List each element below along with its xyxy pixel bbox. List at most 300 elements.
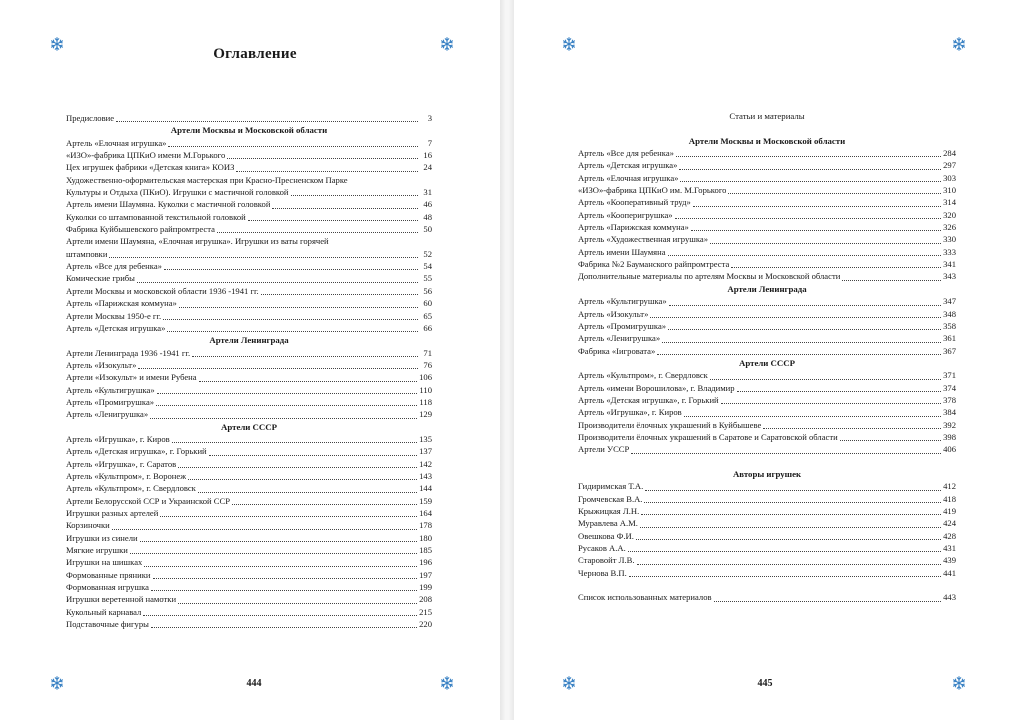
dot-leader xyxy=(248,220,418,221)
toc-entry-page: 284 xyxy=(943,148,956,159)
section-heading: Артели СССР xyxy=(221,421,277,432)
toc-entry-page: 361 xyxy=(943,333,956,344)
toc-entry[interactable] xyxy=(578,308,956,320)
toc-entry-title: Фабрика «Іигровата» xyxy=(578,345,656,356)
toc-entry-page: 443 xyxy=(943,592,956,603)
section-heading: Авторы игрушек xyxy=(732,468,802,479)
dot-leader xyxy=(157,393,418,394)
toc-entry[interactable] xyxy=(66,581,432,593)
toc-entry-page: 374 xyxy=(943,382,956,393)
dot-leader xyxy=(160,516,417,517)
toc-entry-page: 185 xyxy=(419,545,432,556)
toc-entry-page: 7 xyxy=(427,137,432,148)
toc-entry-page: 199 xyxy=(419,582,432,593)
toc-entry-title: Артель «Культигрушка» xyxy=(66,384,155,395)
toc-entry[interactable] xyxy=(66,235,432,247)
dot-leader xyxy=(199,381,418,382)
dot-leader xyxy=(236,171,418,172)
toc-entry-page: 333 xyxy=(943,246,956,257)
toc-entry-title: Громчевская В.А. xyxy=(578,493,643,504)
toc-entry-title: Артель «имени Ворошилова», г. Владимир xyxy=(578,382,735,393)
toc-entry[interactable] xyxy=(578,221,956,233)
toc-entry-page: 220 xyxy=(419,619,432,630)
toc-entry-title: Артель «Детская игрушка», г. Горький xyxy=(578,394,719,405)
toc-entry[interactable] xyxy=(66,310,432,322)
toc-entry-title: Артель «Кооперативный труд» xyxy=(578,197,691,208)
toc-entry[interactable] xyxy=(66,186,432,198)
toc-entry-title: Художественно-оформительская мастерская при Красно-Пресненском Парке xyxy=(66,174,348,185)
toc-entry-page: 55 xyxy=(423,273,432,284)
subsection-heading: Статьи и материалы xyxy=(729,111,805,121)
dot-leader xyxy=(168,146,418,147)
dot-leader xyxy=(637,564,942,565)
toc-entry-page: 144 xyxy=(419,483,432,494)
section-heading: Артели Ленинграда xyxy=(209,335,289,346)
toc-entry-page: 314 xyxy=(943,197,956,208)
toc-entry-title: Цех игрушек фабрики «Детская книга» КОИЗ xyxy=(66,162,235,173)
toc-entry-page: 418 xyxy=(943,493,956,504)
toc-entry-title: Артель «Промигрушка» xyxy=(66,396,155,407)
snowflake-icon xyxy=(952,676,966,690)
toc-entry-title: Артель «Изокульт» xyxy=(578,308,649,319)
toc-entry-page: 419 xyxy=(943,506,956,516)
toc-entry-title: Артели имени Шаумяна, «Елочная игрушка». Игрушки из ваты горячей xyxy=(66,236,329,247)
toc-entry-title: Игрушки разных артелей xyxy=(66,508,159,518)
page-title: Оглавление xyxy=(213,46,297,62)
toc-entry-title: Артель «Культигрушка» xyxy=(578,296,667,307)
toc-entry[interactable] xyxy=(66,606,432,618)
toc-entry-title: Культуры и Отдыха (ПКиО). Игрушки с мастичной головкой xyxy=(66,187,289,198)
toc-entry-page: 341 xyxy=(943,259,956,270)
toc-entry-page: 178 xyxy=(419,520,432,531)
toc-entry-title: Артель «Детская игрушка» xyxy=(578,160,678,171)
dot-leader xyxy=(144,566,417,567)
dot-leader xyxy=(140,541,418,542)
toc-entry[interactable] xyxy=(578,443,956,455)
toc-entry-title: Дополнительные материалы по артелям Москвы и Московской области xyxy=(578,271,841,282)
toc-entry-page: 358 xyxy=(943,320,956,331)
toc-entry-title: Фабрика Куйбышевского райпромтреста xyxy=(66,224,215,235)
toc-entry-page: 129 xyxy=(419,409,432,420)
toc-entry-title: Корзиночки xyxy=(66,520,110,531)
toc-entry[interactable] xyxy=(578,517,956,529)
toc-entry-title: Артель «Парижская коммуна» xyxy=(66,298,177,309)
toc-entry-title: Артели Ленинграда 1936 -1941 гг. xyxy=(66,347,191,358)
toc-entry-title: Артель «Игрушка», г. Киров xyxy=(66,433,170,444)
dot-leader xyxy=(710,243,941,244)
toc-entry-title: Артели «Изокульт» и имени Рубена xyxy=(66,372,197,383)
toc-entry-page: 412 xyxy=(943,481,956,492)
dot-leader xyxy=(179,307,418,308)
toc-entry-page: 406 xyxy=(943,444,956,455)
toc-entry[interactable] xyxy=(66,445,432,457)
dot-leader xyxy=(710,379,941,380)
dot-leader xyxy=(629,576,941,577)
toc-entry[interactable] xyxy=(578,159,956,171)
dot-leader xyxy=(640,527,941,528)
toc-entry[interactable] xyxy=(578,554,956,566)
toc-entry-page: 76 xyxy=(423,359,432,370)
snowflake-icon xyxy=(562,37,576,51)
toc-entry[interactable] xyxy=(66,618,432,630)
dot-leader xyxy=(167,331,418,332)
toc-entry[interactable] xyxy=(578,567,956,579)
toc-entry-title: Чернова В.П. xyxy=(578,567,627,578)
toc-entry[interactable] xyxy=(578,530,956,542)
toc-entry[interactable] xyxy=(66,347,432,359)
toc-entry-title: Артель «Культпром», г. Свердловск xyxy=(66,483,196,494)
toc-entry[interactable] xyxy=(66,482,432,494)
dot-leader xyxy=(172,442,417,443)
toc-entry-title: Старовойт Л.В. xyxy=(578,555,635,566)
toc-entry[interactable] xyxy=(66,149,432,161)
snowflake-icon xyxy=(50,676,64,690)
toc-entry[interactable] xyxy=(66,593,432,605)
toc-entry[interactable] xyxy=(578,406,956,418)
toc-entry-page: 106 xyxy=(419,372,432,383)
toc-entry[interactable] xyxy=(66,223,432,235)
toc-entry[interactable] xyxy=(66,556,432,568)
toc-entry-title: Артель «Детская игрушка» xyxy=(66,322,166,333)
dot-leader xyxy=(684,416,941,417)
toc-entry-page: 197 xyxy=(419,569,432,580)
toc-entry-title: «ИЗО»-фабрика ЦПКиО им. М.Горького xyxy=(578,185,727,196)
dot-leader xyxy=(641,514,941,515)
toc-entry[interactable] xyxy=(578,320,956,332)
toc-entry[interactable] xyxy=(578,270,956,282)
toc-entry-page: 196 xyxy=(419,557,432,568)
toc-entry-page: 118 xyxy=(419,396,432,407)
toc-entry[interactable] xyxy=(66,211,432,223)
toc-entry[interactable] xyxy=(66,470,432,482)
toc-entry-title: Список использованных материалов xyxy=(578,592,712,603)
toc-entry[interactable] xyxy=(66,272,432,284)
toc-entry-page: 135 xyxy=(419,433,432,444)
toc-entry[interactable] xyxy=(578,419,956,431)
toc-entry-page: 71 xyxy=(423,347,432,358)
toc-entry-title: Артель «Кооперигрушка» xyxy=(578,209,673,220)
spacer xyxy=(578,579,956,591)
dot-leader xyxy=(291,195,418,196)
toc-entry[interactable] xyxy=(578,147,956,159)
dot-leader xyxy=(737,391,942,392)
toc-entry[interactable] xyxy=(66,408,432,420)
toc-entry-title: Артель «Все для ребенка» xyxy=(66,261,162,272)
toc-entry[interactable] xyxy=(66,396,432,408)
section-heading: Артели Москвы и Московской области xyxy=(688,135,846,146)
dot-leader xyxy=(631,453,941,454)
dot-leader xyxy=(150,418,417,419)
dot-leader xyxy=(188,479,417,480)
toc-entry-title: Артели УССР xyxy=(578,444,630,455)
dot-leader xyxy=(109,257,418,258)
toc-entry[interactable] xyxy=(578,369,956,381)
toc-entry-title: Формованные пряники xyxy=(66,569,151,580)
toc-entry[interactable] xyxy=(66,322,432,334)
toc-entry-title: Артель «Ленигрушка» xyxy=(66,409,149,420)
toc-entry-page: 428 xyxy=(943,530,956,541)
toc-entry-page: 215 xyxy=(419,606,432,617)
toc-entry[interactable] xyxy=(66,297,432,309)
dot-leader xyxy=(679,169,941,170)
toc-entry[interactable] xyxy=(578,295,956,307)
toc-entry-title: Артель «Ленигрушка» xyxy=(578,333,661,344)
dot-leader xyxy=(137,282,418,283)
toc-entry[interactable] xyxy=(578,493,956,505)
toc-entry[interactable] xyxy=(66,569,432,581)
toc-entry[interactable] xyxy=(578,209,956,221)
dot-leader xyxy=(178,467,417,468)
dot-leader xyxy=(164,269,418,270)
dot-leader xyxy=(691,230,941,231)
toc-entry-page: 303 xyxy=(943,172,956,183)
toc-entry-page: 3 xyxy=(427,113,432,123)
toc-entry[interactable] xyxy=(66,458,432,470)
toc-entry-page: 24 xyxy=(423,162,432,173)
dot-leader xyxy=(151,590,417,591)
toc-entry-title: Мягкие игрушки xyxy=(66,545,128,556)
toc-entry[interactable] xyxy=(578,172,956,184)
toc-entry-title: Артель «Елочная игрушка» xyxy=(66,137,167,148)
toc-entry-page: 46 xyxy=(423,199,432,210)
dot-leader xyxy=(650,317,941,318)
toc-entry-title: Артель имени Шаумяна xyxy=(578,246,666,257)
dot-leader xyxy=(143,615,417,616)
dot-leader xyxy=(227,158,418,159)
toc-entry[interactable] xyxy=(66,198,432,210)
dot-leader xyxy=(668,329,941,330)
toc-entry-page: 54 xyxy=(423,261,432,272)
toc-entry-page: 398 xyxy=(943,431,956,442)
toc-entry-title: Артель «Художественная игрушка» xyxy=(578,234,709,245)
dot-leader xyxy=(842,280,941,281)
toc-entry[interactable] xyxy=(66,433,432,445)
dot-leader xyxy=(217,232,418,233)
toc-entry[interactable] xyxy=(66,544,432,556)
dot-leader xyxy=(668,255,942,256)
dot-leader xyxy=(198,492,417,493)
toc-entry[interactable] xyxy=(578,480,956,492)
spacer xyxy=(578,122,956,134)
toc-entry-title: Артели Москвы 1950-е гг. xyxy=(66,310,162,321)
toc-entry-page: 320 xyxy=(943,209,956,220)
dot-leader xyxy=(130,553,417,554)
toc-entry-title: «ИЗО»-фабрика ЦПКиО имени М.Горького xyxy=(66,150,226,161)
dot-leader xyxy=(636,539,941,540)
toc-entry-page: 347 xyxy=(943,296,956,307)
dot-leader xyxy=(153,578,418,579)
dot-leader xyxy=(209,455,417,456)
toc-entry-title: Комические грибы xyxy=(66,273,135,284)
toc-entry-page: 343 xyxy=(943,271,956,282)
toc-entry-page: 159 xyxy=(419,495,432,506)
toc-entry-page: 348 xyxy=(943,308,956,319)
toc-entry[interactable] xyxy=(66,137,432,149)
toc-entry[interactable] xyxy=(66,112,432,124)
toc-entry-title: Артель «Игрушка», г. Киров xyxy=(578,407,682,418)
toc-entry[interactable] xyxy=(66,285,432,297)
toc-entry-title: Игрушки веретенной намотки xyxy=(66,594,177,605)
toc-entry-title: Производители ёлочных украшений в Куйбышеве xyxy=(578,419,762,430)
dot-leader xyxy=(840,440,941,441)
toc-entry-page: 31 xyxy=(423,187,432,198)
toc-entry-page: 310 xyxy=(943,185,956,196)
spacer xyxy=(578,456,956,468)
dot-leader xyxy=(628,551,941,552)
toc-entry[interactable] xyxy=(578,382,956,394)
toc-entry[interactable] xyxy=(66,359,432,371)
toc-entry-title: Куколки со штампованной текстильной головкой xyxy=(66,211,246,222)
toc-entry[interactable] xyxy=(66,507,432,519)
toc-entry[interactable] xyxy=(66,532,432,544)
section-heading: Артели Москвы и Московской области xyxy=(170,125,328,136)
toc-entry[interactable] xyxy=(578,196,956,208)
section-heading: Артели СССР xyxy=(739,357,795,368)
toc-entry-title: Формованная игрушка xyxy=(66,582,149,593)
toc-entry-page: 65 xyxy=(423,310,432,321)
dot-leader xyxy=(675,218,942,219)
toc-entry[interactable] xyxy=(578,542,956,554)
dot-leader xyxy=(721,403,941,404)
dot-leader xyxy=(731,267,941,268)
toc-entry-title: Артель «Промигрушка» xyxy=(578,320,667,331)
toc-entry-page: 326 xyxy=(943,222,956,233)
toc-entry[interactable] xyxy=(66,495,432,507)
snowflake-icon xyxy=(562,676,576,690)
toc-entry-title: Игрушки из синели xyxy=(66,532,138,543)
toc-entry-page: 143 xyxy=(419,470,432,481)
dot-leader xyxy=(662,342,941,343)
toc-entry-page: 392 xyxy=(943,419,956,430)
toc-entry[interactable] xyxy=(66,174,432,186)
toc-entry-page: 60 xyxy=(423,298,432,309)
toc-entry-title: Артель «Парижская коммуна» xyxy=(578,222,689,233)
toc-entry-title: Овешкова Ф.И. xyxy=(578,530,634,541)
dot-leader xyxy=(728,193,941,194)
toc-entry-title: штамповки xyxy=(66,248,108,259)
toc-entry-page: 52 xyxy=(423,248,432,259)
toc-entry[interactable] xyxy=(578,591,956,603)
toc-entry-page: 441 xyxy=(943,567,956,578)
dot-leader xyxy=(763,428,941,429)
toc-entry-title: Артель «Игрушка», г. Саратов xyxy=(66,458,177,469)
toc-entry-title: Кукольный карнавал xyxy=(66,606,142,617)
toc-entry[interactable] xyxy=(578,505,956,517)
toc-entry-title: Предисловие xyxy=(66,113,115,123)
toc-entry[interactable] xyxy=(66,371,432,383)
dot-leader xyxy=(178,603,417,604)
dot-leader xyxy=(714,601,942,602)
toc-entry-title: Фабрика №2 Бауманского райпромтреста xyxy=(578,259,730,270)
snowflake-icon xyxy=(952,37,966,51)
toc-entry-page: 164 xyxy=(419,508,432,518)
toc-entry-page: 208 xyxy=(419,594,432,605)
dot-leader xyxy=(156,405,417,406)
toc-entry[interactable] xyxy=(578,184,956,196)
toc-entry-title: Артель «Елочная игрушка» xyxy=(578,172,679,183)
dot-leader xyxy=(669,305,941,306)
toc-entry[interactable] xyxy=(578,233,956,245)
toc-entry-title: Гидиримская Т.А. xyxy=(578,481,644,492)
toc-entry[interactable] xyxy=(66,519,432,531)
toc-entry-title: Производители ёлочных украшений в Саратове и Саратовской области xyxy=(578,431,838,442)
toc-entry-page: 439 xyxy=(943,555,956,566)
toc-entry[interactable] xyxy=(578,246,956,258)
right-page-number: 445 xyxy=(757,678,773,689)
toc-entry-page: 367 xyxy=(943,345,956,356)
toc-entry-page: 431 xyxy=(943,543,956,554)
book-gutter xyxy=(500,0,514,720)
dot-leader xyxy=(261,294,418,295)
toc-entry[interactable] xyxy=(66,161,432,173)
snowflake-icon xyxy=(440,676,454,690)
toc-entry-page: 50 xyxy=(423,224,432,235)
dot-leader xyxy=(645,490,941,491)
toc-entry[interactable] xyxy=(578,431,956,443)
dot-leader xyxy=(151,627,417,628)
toc-entry-page: 16 xyxy=(423,150,432,161)
dot-leader xyxy=(232,504,417,505)
toc-entry-title: Артель «Изокульт» xyxy=(66,359,137,370)
toc-entry-title: Артель «Культпром», г. Воронеж xyxy=(66,470,187,481)
dot-leader xyxy=(272,208,418,209)
toc-entry-title: Артель «Все для ребенка» xyxy=(578,148,674,159)
toc-entry-title: Русаков А.А. xyxy=(578,543,626,554)
toc-left-list xyxy=(66,112,432,630)
toc-entry-title: Артель имени Шаумяна. Куколки с мастичной головкой xyxy=(66,199,271,210)
toc-entry-title: Подставочные фигуры xyxy=(66,619,149,630)
dot-leader xyxy=(680,181,941,182)
toc-entry-page: 142 xyxy=(419,458,432,469)
toc-right-list xyxy=(578,110,956,604)
toc-entry[interactable] xyxy=(66,260,432,272)
toc-entry-page: 137 xyxy=(419,446,432,457)
toc-entry-title: Крыжицкая Л.Н. xyxy=(578,506,640,516)
toc-entry-title: Артели Москвы и московской области 1936 -1941 гг. xyxy=(66,285,259,296)
dot-leader xyxy=(693,206,941,207)
toc-entry-title: Артель «Культпром», г. Свердловск xyxy=(578,370,708,381)
toc-entry-page: 371 xyxy=(943,370,956,381)
toc-entry-title: Артель «Детская игрушка», г. Горький xyxy=(66,446,207,457)
dot-leader xyxy=(116,121,418,122)
toc-entry[interactable] xyxy=(66,384,432,396)
left-page-number: 444 xyxy=(246,678,262,689)
toc-entry-page: 424 xyxy=(943,518,956,529)
toc-entry-page: 378 xyxy=(943,394,956,405)
toc-entry-title: Артели Белорусской ССР и Украинской ССР xyxy=(66,495,231,506)
dot-leader xyxy=(676,156,941,157)
toc-entry-page: 180 xyxy=(419,532,432,543)
toc-entry-page: 56 xyxy=(423,285,432,296)
toc-entry-title: Муравлева А.М. xyxy=(578,518,638,529)
dot-leader xyxy=(644,502,941,503)
toc-entry[interactable] xyxy=(66,248,432,260)
toc-entry[interactable] xyxy=(578,345,956,357)
toc-entry-page: 330 xyxy=(943,234,956,245)
dot-leader xyxy=(657,354,941,355)
toc-entry-page: 66 xyxy=(423,322,432,333)
dot-leader xyxy=(192,356,418,357)
toc-entry-title: Игрушки на шишках xyxy=(66,557,143,568)
toc-entry-page: 384 xyxy=(943,407,956,418)
dot-leader xyxy=(138,368,418,369)
dot-leader xyxy=(112,529,417,530)
toc-entry[interactable] xyxy=(578,394,956,406)
toc-entry[interactable] xyxy=(578,258,956,270)
toc-entry-page: 110 xyxy=(419,384,432,395)
toc-entry[interactable] xyxy=(578,332,956,344)
section-heading: Артели Ленинграда xyxy=(727,283,807,294)
